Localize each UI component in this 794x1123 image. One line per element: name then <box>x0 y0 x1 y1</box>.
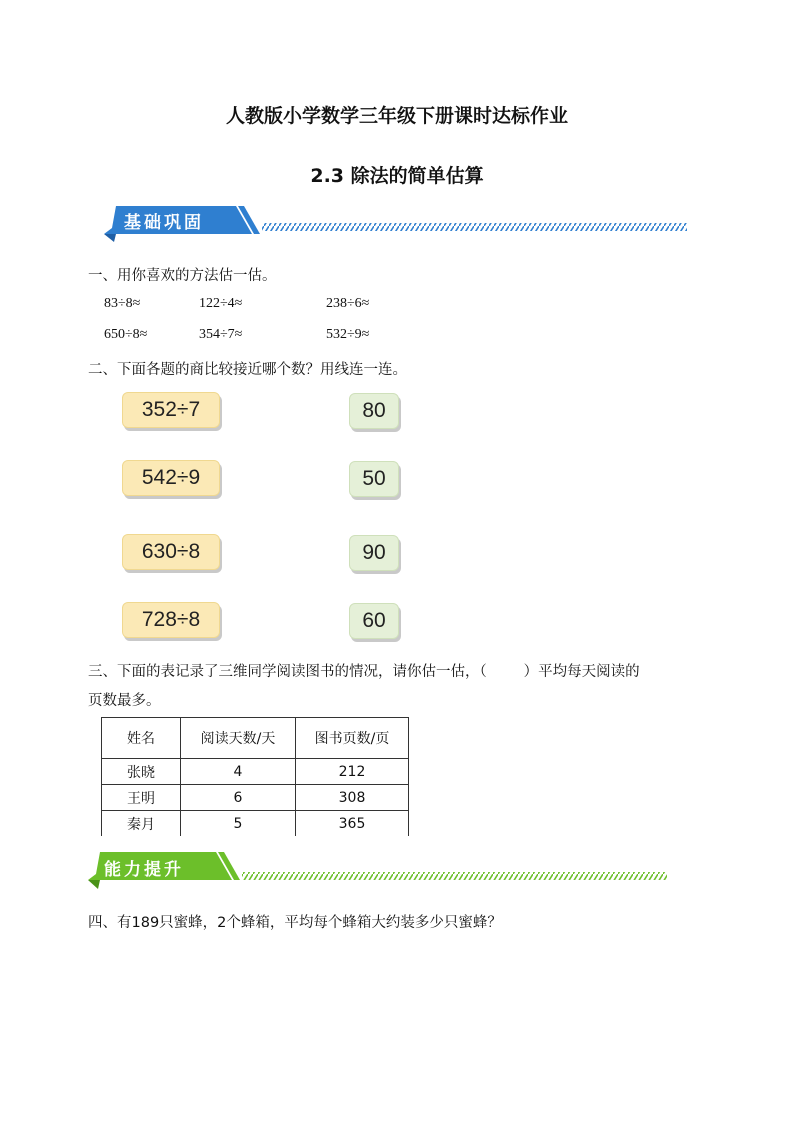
table-row <box>102 811 409 837</box>
table-cell: 秦月 <box>102 811 181 837</box>
table-cell: 308 <box>296 785 409 811</box>
question-2-text: 二、下面各题的商比较接近哪个数？用线连一连。 <box>88 362 407 378</box>
question-3-text-cont: 页数最多。 <box>88 693 161 709</box>
number-card[interactable]: 50 <box>349 461 399 497</box>
number-card[interactable]: 60 <box>349 603 399 639</box>
table-cell: 王明 <box>102 785 181 811</box>
section-banner-advanced <box>88 850 673 890</box>
estimate-item: 354÷7≈ <box>199 327 243 342</box>
section-banner-basic <box>104 202 689 242</box>
number-card[interactable]: 80 <box>349 393 399 429</box>
section-label-advanced: 能力提升 <box>104 860 184 880</box>
estimate-item: 122÷4≈ <box>199 296 243 311</box>
question-1-text: 一、用你喜欢的方法估一估。 <box>88 268 277 284</box>
table-cell: 212 <box>296 759 409 785</box>
column-header: 阅读天数/天 <box>181 718 296 759</box>
table-cell: 张晓 <box>102 759 181 785</box>
expression-card[interactable]: 728÷8 <box>122 602 220 638</box>
table-cell: 4 <box>181 759 296 785</box>
estimate-item: 532÷9≈ <box>326 327 370 342</box>
column-header: 图书页数/页 <box>296 718 409 759</box>
question-3-text: 三、下面的表记录了三维同学阅读图书的情况，请你估一估，（ ）平均每天阅读的 <box>88 664 640 680</box>
estimate-item: 650÷8≈ <box>104 327 148 342</box>
table-cell: 5 <box>181 811 296 837</box>
page-title: 人教版小学数学三年级下册课时达标作业 <box>225 105 568 127</box>
number-card[interactable]: 90 <box>349 535 399 571</box>
table-cell: 365 <box>296 811 409 837</box>
question-4-text: 四、有189只蜜蜂，2个蜂箱，平均每个蜂箱大约装多少只蜜蜂？ <box>88 915 502 931</box>
estimate-item: 238÷6≈ <box>326 296 370 311</box>
table-row <box>102 759 409 785</box>
reading-table <box>101 717 409 836</box>
table-header-row <box>102 718 409 759</box>
estimate-item: 83÷8≈ <box>104 296 141 311</box>
section-label-basic: 基础巩固 <box>124 213 204 233</box>
column-header: 姓名 <box>102 718 181 759</box>
lesson-subtitle: 2.3 除法的简单估算 <box>310 165 484 187</box>
table-cell: 6 <box>181 785 296 811</box>
expression-card[interactable]: 542÷9 <box>122 460 220 496</box>
expression-card[interactable]: 630÷8 <box>122 534 220 570</box>
expression-card[interactable]: 352÷7 <box>122 392 220 428</box>
table-row <box>102 785 409 811</box>
